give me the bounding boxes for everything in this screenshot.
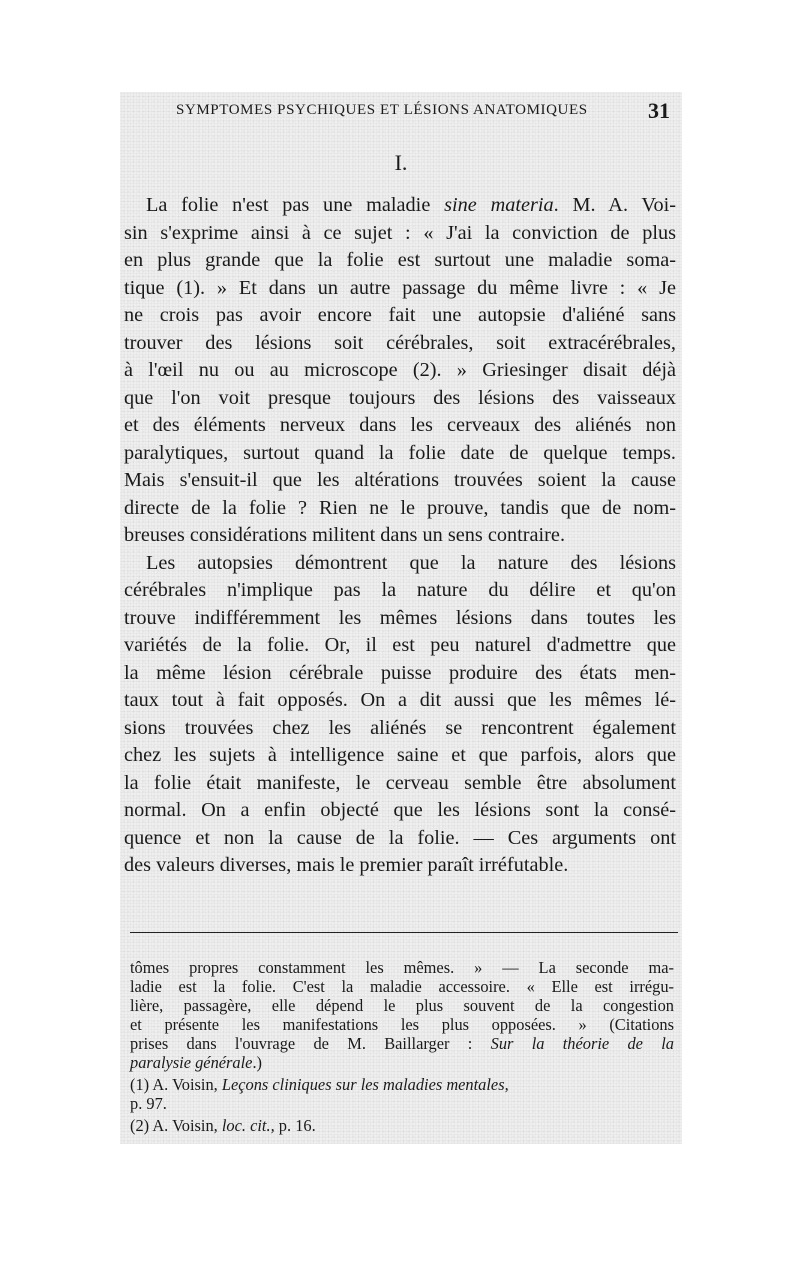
text-line: que l'on voit presque toujours des lésions des vaisseaux (124, 386, 676, 409)
text-line: et des éléments nerveux dans les cerveaux des aliénés non (124, 414, 676, 436)
text-line: taux tout à fait opposés. On a dit aussi que les mêmes lé- (124, 689, 676, 711)
text-line: Mais s'ensuit-il que les altérations trouvées soient la cause (124, 469, 676, 491)
section-number: I. (394, 150, 408, 175)
running-title: SYMPTOMES PSYCHIQUES ET LÉSIONS ANATOMIQUES (176, 102, 588, 118)
footnote-line: paralysie générale.) (130, 1053, 263, 1072)
book-page (120, 92, 682, 1144)
text-line: chez les sujets à intelligence saine et que parfois, alors que (124, 744, 676, 766)
text-line: sin s'exprime ainsi à ce sujet : « J'ai la conviction de plus (124, 221, 676, 244)
body-text (124, 192, 676, 880)
footnote-divider (130, 932, 678, 933)
footnote-line: prises dans l'ouvrage de M. Baillarger : Sur la théorie de la (130, 1034, 674, 1053)
footnote-2: (2) A. Voisin, loc. cit., p. 16. (130, 1116, 316, 1135)
text-line: normal. On a enfin objecté que les lésions sont la consé- (124, 799, 676, 821)
text-line: quence et non la cause de la folie. — Ces arguments ont (124, 826, 676, 849)
footnote-line: tômes propres constamment les mêmes. » — La seconde ma- (130, 958, 674, 977)
text-line: directe de la folie ? Rien ne le prouve, tandis que de nom- (124, 496, 676, 519)
text-line: la folie était manifeste, le cerveau semble être absolument (124, 771, 676, 794)
page-number: 31 (648, 98, 670, 123)
footnote-line: et présente les manifestations les plus opposées. » (Citations (130, 1015, 674, 1034)
text-line: la même lésion cérébrale puisse produire des états men- (124, 661, 676, 684)
text-line: ne crois pas avoir encore fait une autopsie d'aliéné sans (124, 304, 676, 326)
text-line: breuses considérations militent dans un sens contraire. (124, 524, 566, 546)
text-line: cérébrales n'implique pas la nature du délire et qu'on (124, 579, 676, 601)
footnote-1-page: p. 97. (130, 1094, 167, 1113)
text-line: trouve indifféremment les mêmes lésions dans toutes les (124, 606, 676, 629)
text-line: en plus grande que la folie est surtout une maladie soma- (124, 249, 676, 271)
text-line: variétés de la folie. Or, il est peu naturel d'admettre que (124, 634, 676, 656)
text-line: sions trouvées chez les aliénés se rencontrent également (124, 716, 676, 739)
text-line: trouver des lésions soit cérébrales, soit extracérébrales, (124, 331, 676, 354)
text-line: tique (1). » Et dans un autre passage du même livre : « Je (124, 276, 676, 299)
text-line: à l'œil nu ou au microscope (2). » Griesinger disait déjà (124, 359, 676, 381)
footnote-line: lière, passagère, elle dépend le plus souvent de la congestion (130, 996, 674, 1015)
footnote-line: ladie est la folie. C'est la maladie accessoire. « Elle est irrégu- (130, 977, 674, 996)
text-line: Les autopsies démontrent que la nature des lésions (146, 551, 676, 574)
footnotes (130, 958, 674, 1135)
footnote-1: (1) A. Voisin, Leçons cliniques sur les maladies mentales, (130, 1075, 509, 1094)
page-header (176, 100, 670, 126)
text-line: La folie n'est pas une maladie sine materia. M. A. Voi- (146, 194, 676, 216)
text-line: paralytiques, surtout quand la folie date de quelque temps. (124, 441, 676, 464)
footnote-continuation (130, 958, 674, 1072)
text-line: des valeurs diverses, mais le premier paraît irréfutable. (124, 854, 569, 876)
